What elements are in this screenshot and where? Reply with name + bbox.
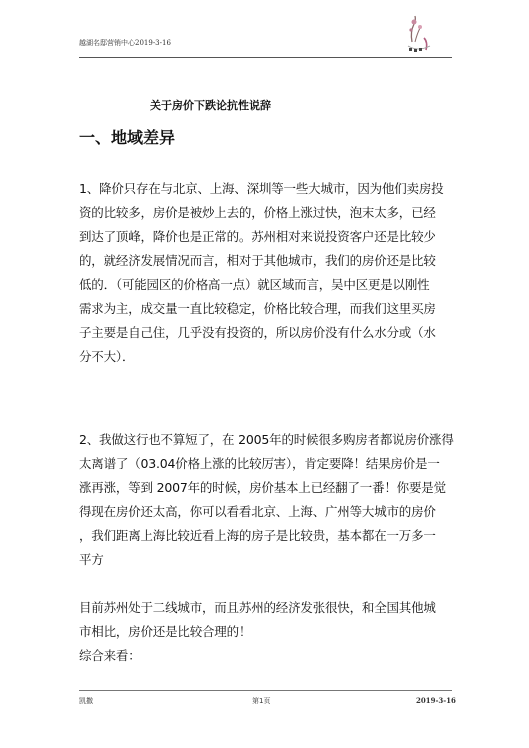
section-heading: 一、地域差异 bbox=[79, 128, 176, 147]
header-divider bbox=[79, 57, 452, 58]
paragraph-2: 2、我做这行也不算短了，在 2005年的时候很多购房者都说房价涨得 太离谱了（03.04价格上涨的比较厉害），肯定要降！结果房价是一 涨再涨，等到 2007年的时候，房价基本上已经翻了一番！你要是觉 得现在房价还太高，你可以看看北京、上海、广州等大城市的房价 ，我们距离上海比较近看上海的房子是比较贵，基本都在一万多一 平方 bbox=[79, 432, 454, 567]
header-text: 越湖名邸营销中心2019-3-16 bbox=[79, 39, 171, 47]
paragraph-4: 综合来看： bbox=[79, 648, 141, 663]
footer-divider bbox=[79, 690, 452, 691]
paragraph-3: 目前苏州处于二线城市，而且苏州的经济发张很快，和全国其他城 市相比，房价还是比较合理的！ bbox=[79, 600, 436, 639]
page-number: 第1页 bbox=[252, 697, 271, 705]
footer-date: 2019-3-16 bbox=[416, 696, 456, 705]
footer-left: 凯撒 bbox=[79, 697, 93, 705]
paragraph-1: 1、降价只存在与北京、上海、深圳等一些大城市，因为他们卖房投 资的比较多，房价是被炒上去的，价格上涨过快，泡末太多，已经 到达了顶峰，降价也是正常的。苏州相对来说投资客户还是比较少 的，就经济发展情况而言，相对于其他城市，我们的房价还是比较 低的．（可能园区的价格高一点）就区域而言，吴中区更是以刚性 需求为主，成交量一直比较稳定，价格比较合理，而我们这里买房 子主要是自己住，几乎没有投资的，所以房价没有什么水分或（水 分不大）． bbox=[79, 181, 444, 364]
logo-icon bbox=[402, 12, 436, 56]
document-title: 关于房价下跌论抗性说辞 bbox=[150, 99, 271, 112]
